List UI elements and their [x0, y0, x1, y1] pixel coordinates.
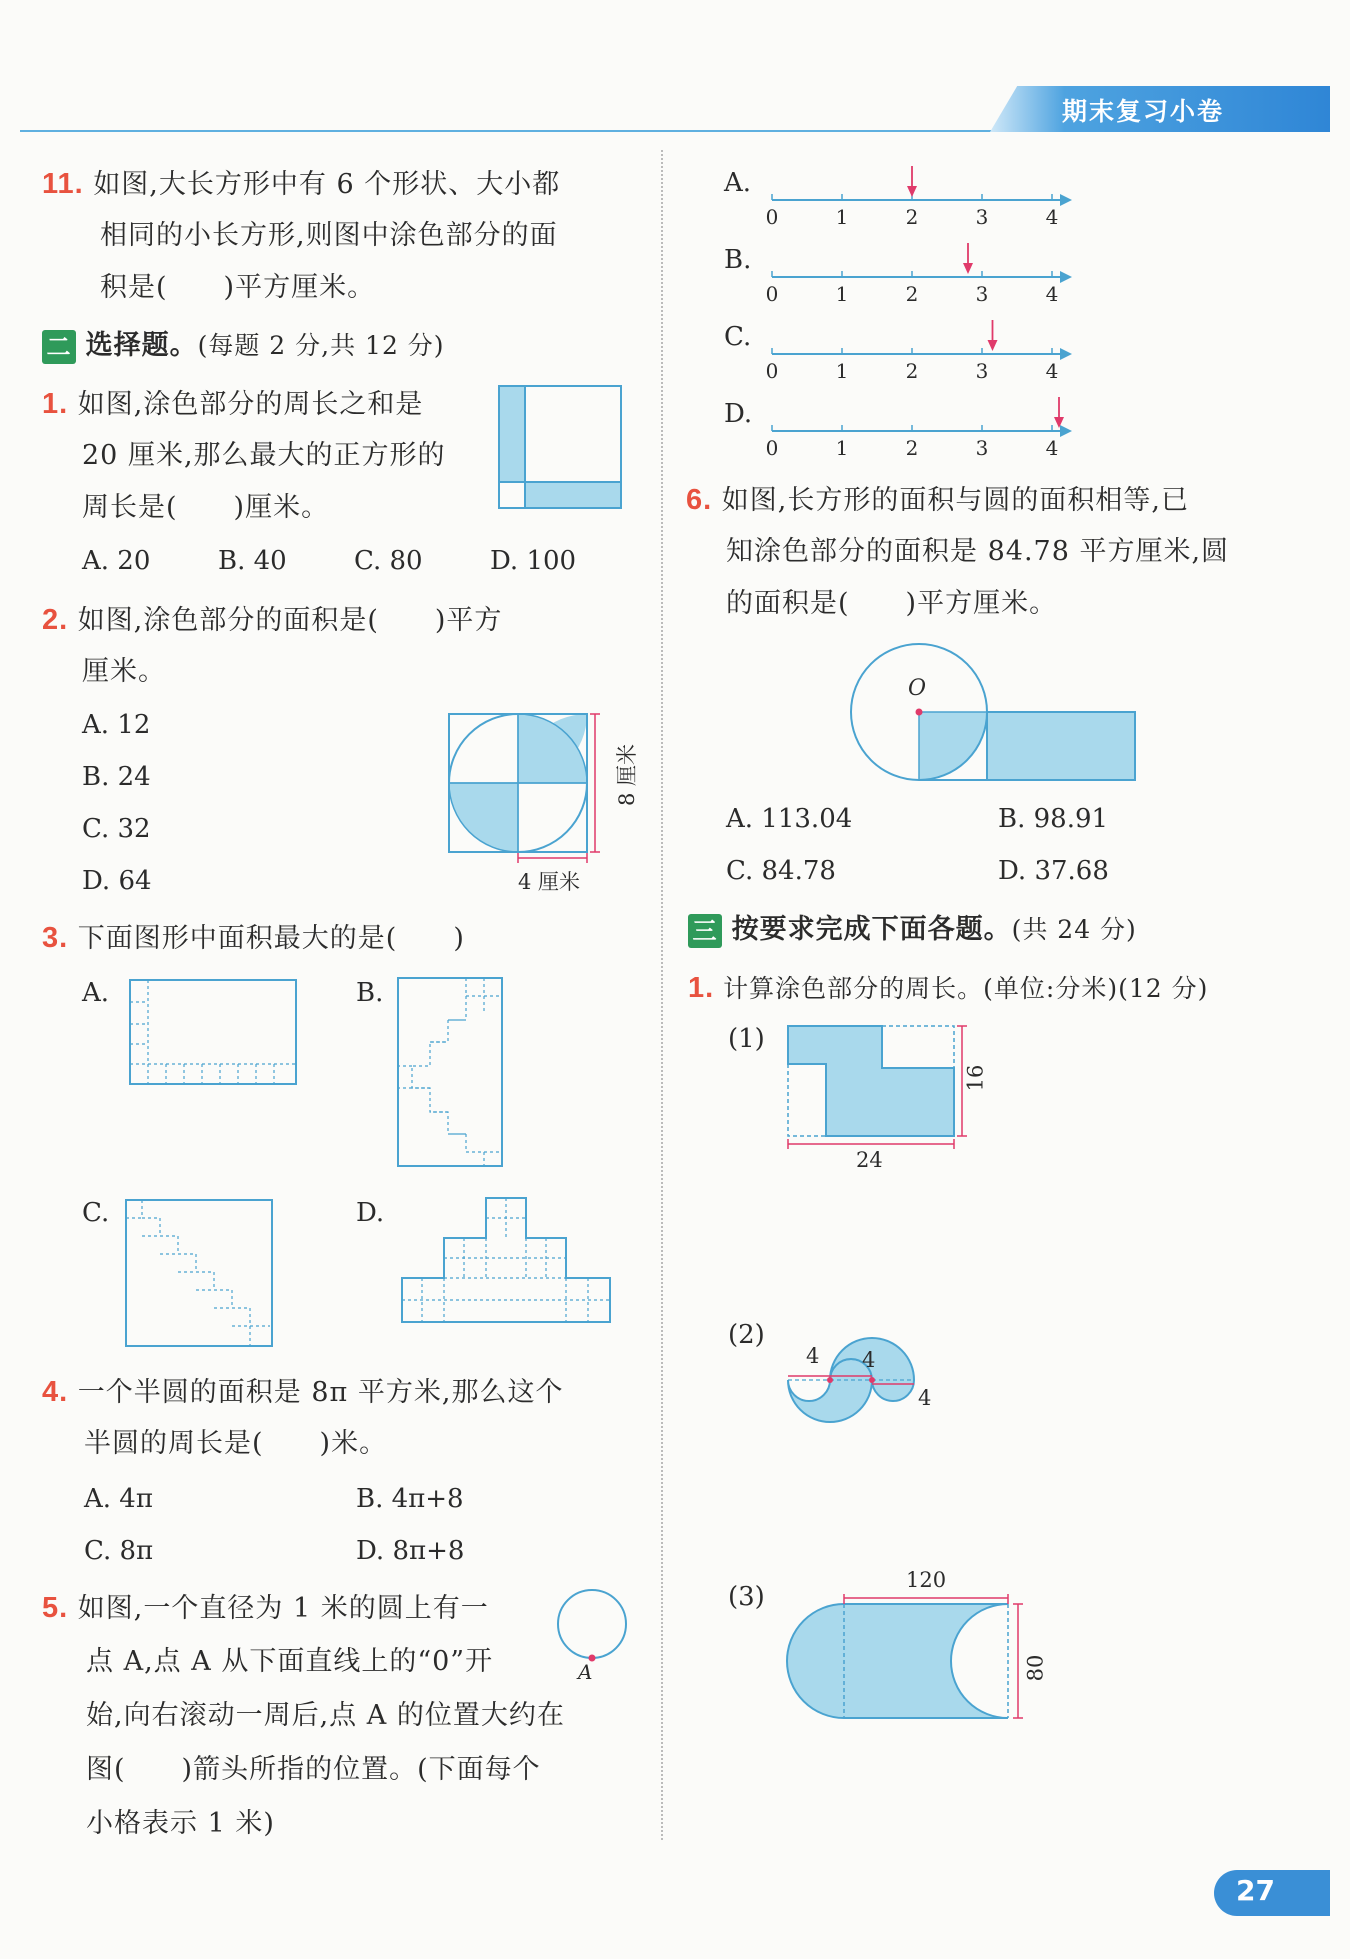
q5-line4: 图( )箭头所指的位置。(下面每个 [86, 1754, 541, 1785]
part2-figure [780, 1316, 960, 1432]
r-q6-line3: 的面积是( )平方厘米。 [726, 588, 1058, 619]
q5-option-c[interactable]: C. [724, 322, 752, 352]
r-q1-num: 1. [688, 972, 715, 1004]
tick-label: 1 [835, 359, 849, 383]
position-arrow-head [963, 263, 973, 274]
q4-option-b[interactable]: B. 4π+8 [356, 1484, 464, 1514]
section2-note: (每题 2 分,共 12 分) [197, 331, 445, 360]
part2-dim-a: 4 [806, 1344, 820, 1368]
section3-heading [688, 904, 1137, 956]
q11-line1: 如图,大长方形中有 6 个形状、大小都 [93, 169, 561, 200]
tick-label: 3 [975, 205, 989, 229]
page-number: 27 [1236, 1874, 1275, 1907]
q5-point-label: A [578, 1660, 593, 1684]
axis-arrow [1060, 348, 1072, 360]
section2-title: 选择题。 [85, 330, 198, 361]
column-divider [661, 150, 663, 1840]
q4-line2: 半圆的周长是( )米。 [84, 1428, 388, 1459]
q3-option-b[interactable]: B. [356, 978, 384, 1008]
q4-option-c[interactable]: C. 8π [84, 1536, 154, 1566]
r-q6-line2: 知涂色部分的面积是 84.78 平方厘米,圆 [726, 536, 1230, 567]
q3 [42, 912, 465, 965]
section2-heading [42, 320, 445, 372]
q1-option-c[interactable]: C. 80 [354, 546, 423, 576]
part2-dim-b: 4 [862, 1348, 876, 1372]
q2-option-b[interactable]: B. 24 [82, 762, 151, 792]
q3-text: 下面图形中面积最大的是( ) [77, 923, 465, 954]
q5-line3: 始,向右滚动一周后,点 A 的位置大约在 [86, 1700, 565, 1731]
tick-label: 3 [975, 282, 989, 306]
q2-bottom-label: 4 厘米 [518, 870, 581, 894]
axis-arrow [1060, 194, 1072, 206]
q3-figure-d [400, 1196, 614, 1332]
q1 [42, 378, 423, 431]
q5-option-b[interactable]: B. [724, 245, 752, 275]
q4-option-d[interactable]: D. 8π+8 [356, 1536, 465, 1566]
q4-num: 4. [42, 1376, 69, 1408]
tick-label: 1 [835, 282, 849, 306]
r-q6-num: 6. [686, 484, 713, 516]
q5 [42, 1582, 489, 1635]
q11-num: 11. [42, 168, 84, 200]
q4-line1: 一个半圆的面积是 8π 平方米,那么这个 [77, 1377, 564, 1408]
q4 [42, 1366, 563, 1419]
q2-option-a[interactable]: A. 12 [82, 710, 151, 740]
q2 [42, 594, 502, 647]
r-q6-center-label: O [908, 676, 927, 701]
tick-label: 1 [835, 436, 849, 460]
part1-dim-side: 16 [963, 1064, 988, 1092]
q3-option-a[interactable]: A. [82, 978, 110, 1008]
number-line [760, 237, 1080, 307]
r-q6-option-d[interactable]: D. 37.68 [998, 856, 1109, 886]
q3-figure-c [124, 1198, 276, 1350]
q1-line1: 如图,涂色部分的周长之和是 [77, 389, 424, 420]
tick-label: 4 [1045, 436, 1059, 460]
q2-line1: 如图,涂色部分的面积是( )平方 [77, 605, 503, 636]
tick-label: 0 [765, 359, 779, 383]
q3-figure-b [396, 976, 506, 1170]
q5-line1: 如图,一个直径为 1 米的圆上有一 [77, 1593, 489, 1624]
section3-note: (共 24 分) [1011, 915, 1137, 944]
number-line [760, 314, 1080, 384]
tick-label: 4 [1045, 282, 1059, 306]
tick-label: 0 [765, 282, 779, 306]
r-q6-line1: 如图,长方形的面积与圆的面积相等,已 [721, 485, 1189, 516]
q4-option-a[interactable]: A. 4π [84, 1484, 153, 1514]
q1-option-a[interactable]: A. 20 [82, 546, 151, 576]
tick-label: 1 [835, 205, 849, 229]
q11 [42, 158, 560, 211]
part1-figure [782, 1018, 998, 1182]
r-q1-text: 计算涂色部分的周长。(单位:分米)(12 分) [723, 974, 1209, 1003]
tick-label: 0 [765, 436, 779, 460]
tick-label: 2 [905, 205, 919, 229]
q5-option-d[interactable]: D. [724, 399, 753, 429]
number-line [760, 160, 1080, 230]
part1-label: (1) [728, 1024, 765, 1054]
r-q6-option-a[interactable]: A. 113.04 [726, 804, 853, 834]
part2-label: (2) [728, 1320, 765, 1350]
position-arrow-head [988, 340, 998, 351]
tick-label: 2 [905, 359, 919, 383]
part1-dim-bottom: 24 [856, 1148, 883, 1172]
part2-dim-c: 4 [918, 1386, 932, 1410]
q1-figure [497, 384, 625, 512]
q1-line2: 20 厘米,那么最大的正方形的 [82, 440, 446, 471]
q2-side-label: 8 厘米 [615, 743, 640, 807]
tick-label: 2 [905, 436, 919, 460]
q11-line2: 相同的小长方形,则图中涂色部分的面 [100, 220, 558, 251]
q11-line3: 积是( )平方厘米。 [100, 272, 376, 303]
section3-badge: 三 [688, 914, 722, 948]
r-q1 [688, 962, 1208, 1015]
tick-label: 2 [905, 282, 919, 306]
r-q6-option-c[interactable]: C. 84.78 [726, 856, 836, 886]
tick-label: 4 [1045, 359, 1059, 383]
q3-option-d[interactable]: D. [356, 1198, 385, 1228]
q1-option-b[interactable]: B. 40 [218, 546, 287, 576]
q5-line2: 点 A,点 A 从下面直线上的“0”开 [86, 1646, 494, 1677]
q1-line3: 周长是( )厘米。 [82, 492, 330, 523]
q5-num: 5. [42, 1592, 69, 1624]
q3-figure-a [128, 978, 300, 1088]
q2-option-c[interactable]: C. 32 [82, 814, 151, 844]
part3-dim-side: 80 [1023, 1654, 1048, 1682]
q3-option-c[interactable]: C. [82, 1198, 110, 1228]
q3-num: 3. [42, 922, 69, 954]
part3-label: (3) [728, 1582, 765, 1612]
number-line [760, 391, 1080, 461]
q1-num: 1. [42, 388, 69, 420]
q1-option-d[interactable]: D. 100 [490, 546, 577, 576]
q2-option-d[interactable]: D. 64 [82, 866, 152, 896]
part3-figure [780, 1594, 1050, 1740]
q2-num: 2. [42, 604, 69, 636]
axis-arrow [1060, 425, 1072, 437]
tick-label: 4 [1045, 205, 1059, 229]
r-q6 [686, 474, 1189, 527]
r-q6-figure [842, 640, 1150, 790]
axis-arrow [1060, 271, 1072, 283]
tick-label: 3 [975, 436, 989, 460]
section2-badge: 二 [42, 330, 76, 364]
header-banner-text: 期末复习小卷 [1062, 97, 1225, 126]
tick-label: 3 [975, 359, 989, 383]
part3-dim-top: 120 [906, 1568, 947, 1592]
tick-label: 0 [765, 205, 779, 229]
q2-line2: 厘米。 [82, 656, 166, 687]
q5-option-a[interactable]: A. [724, 168, 752, 198]
position-arrow-head [907, 186, 917, 197]
q5-line5: 小格表示 1 米) [86, 1808, 275, 1839]
r-q6-option-b[interactable]: B. 98.91 [998, 804, 1109, 834]
section3-title: 按要求完成下面各题。 [731, 914, 1012, 945]
